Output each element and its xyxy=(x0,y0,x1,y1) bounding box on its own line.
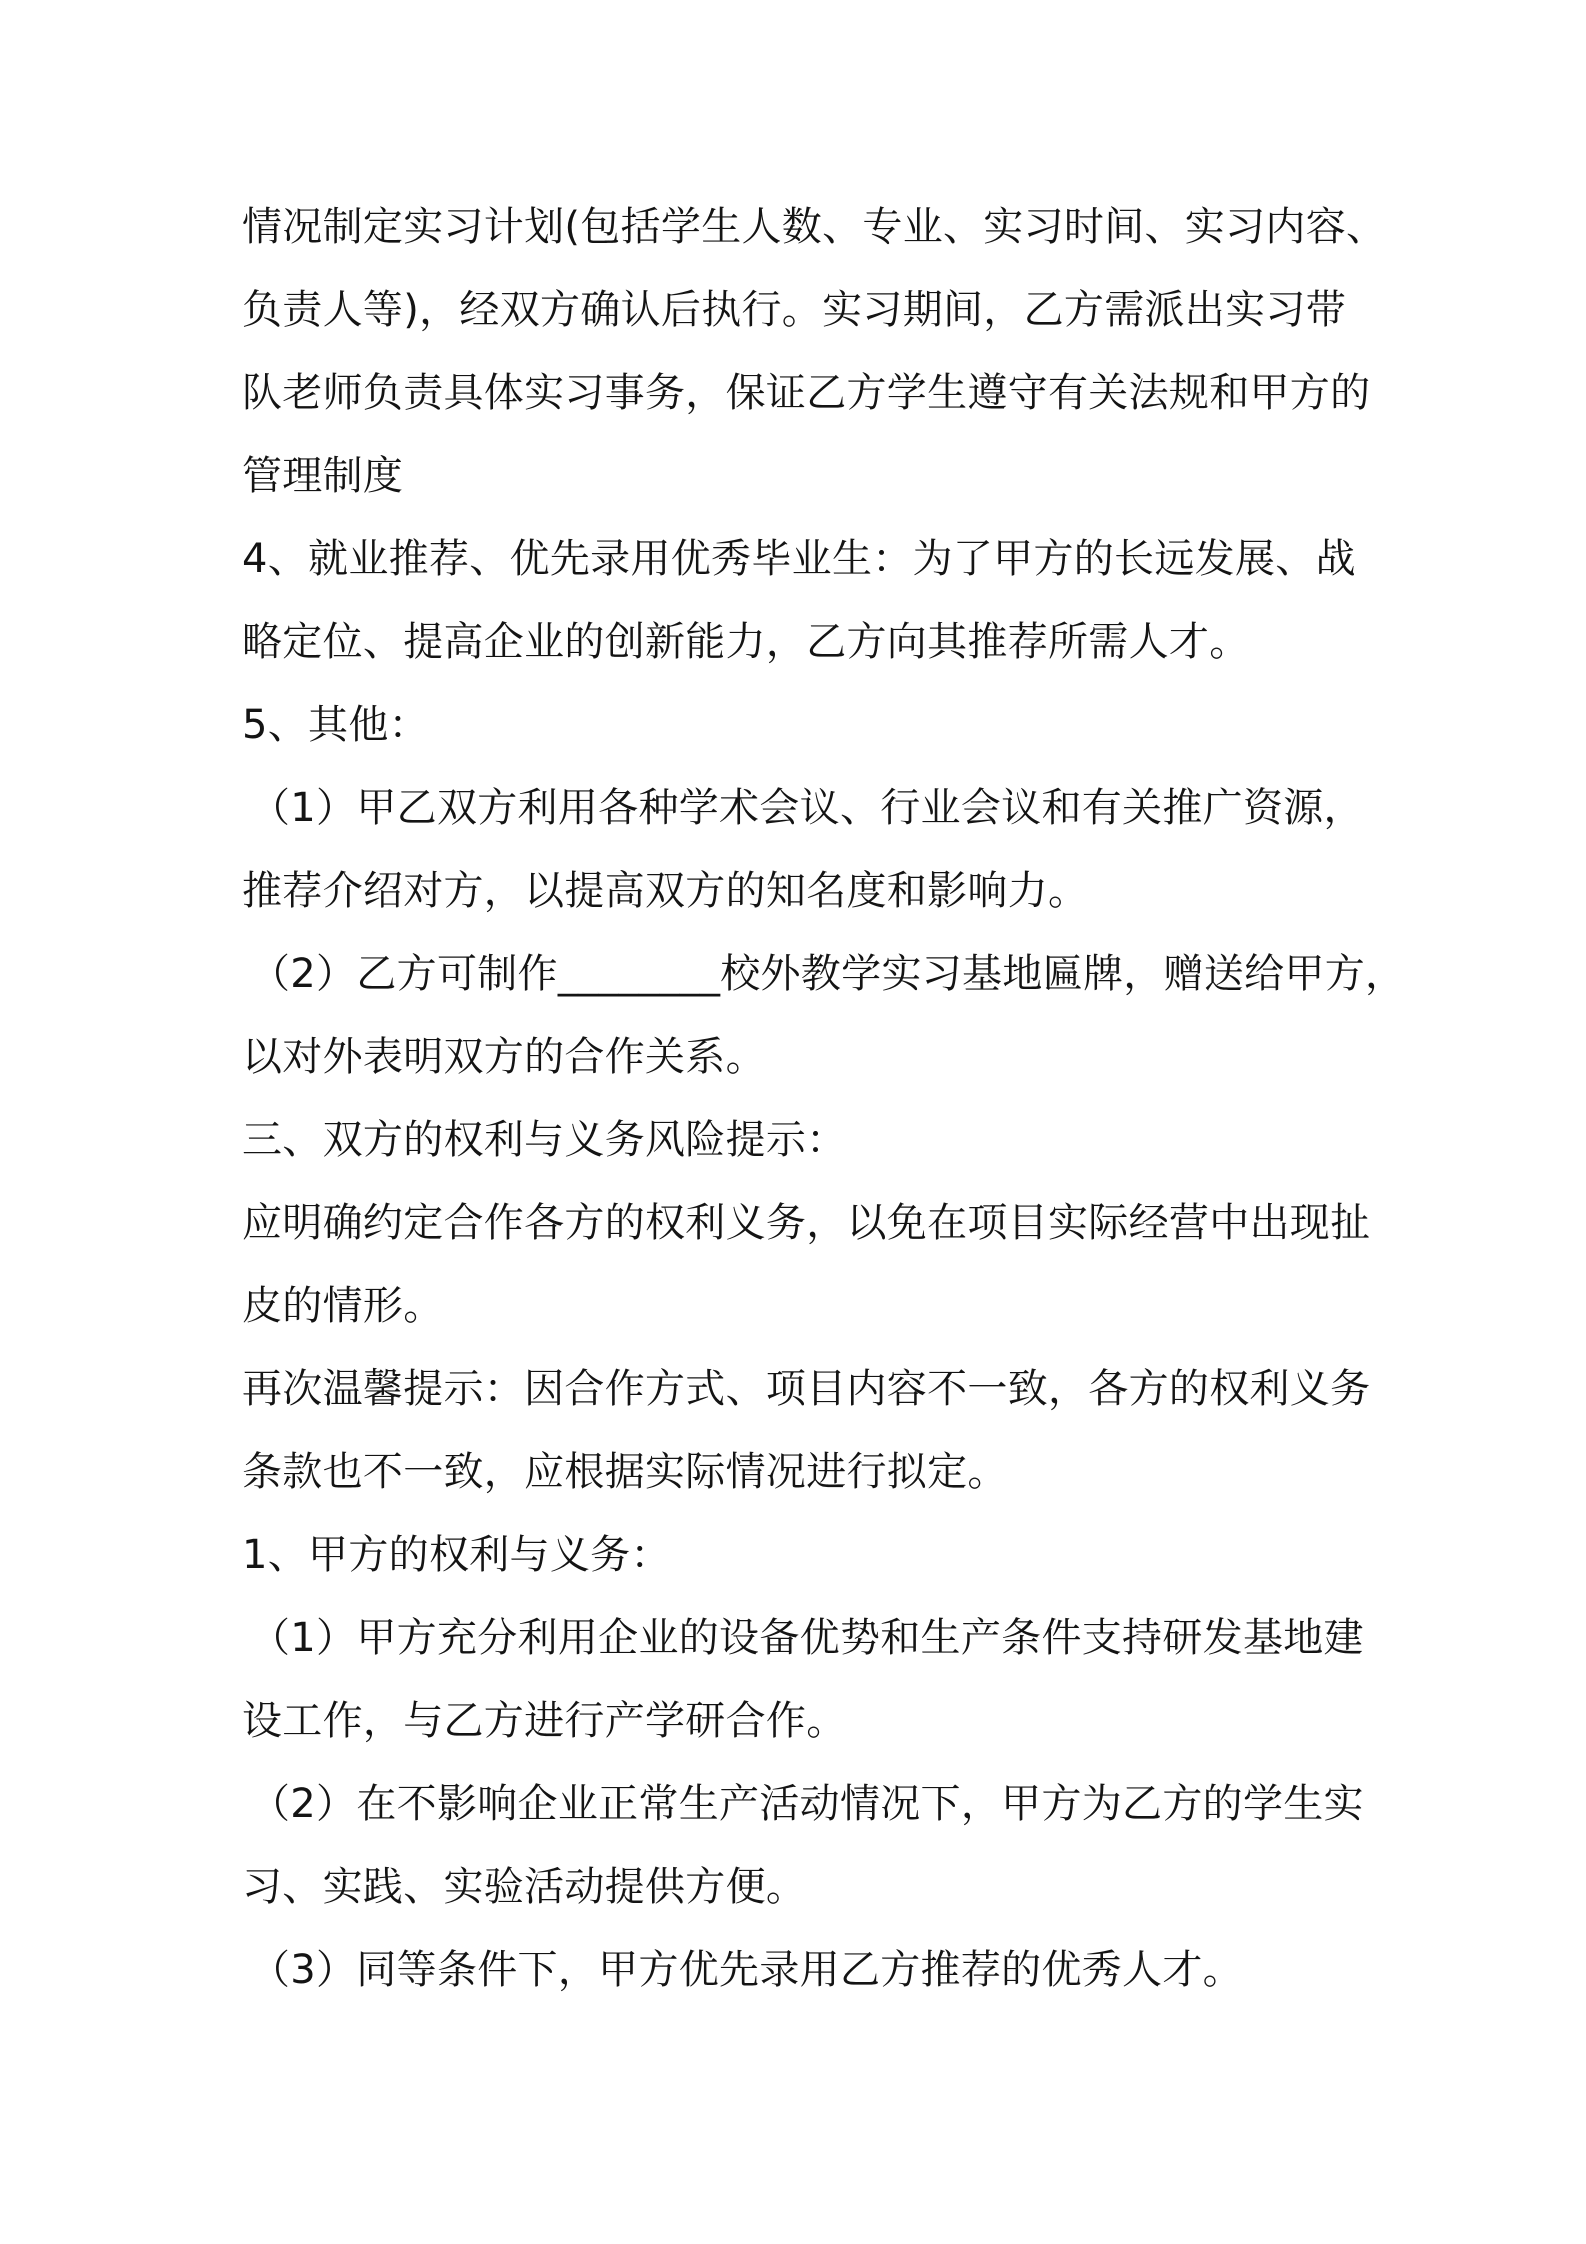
text-line: 略定位、提高企业的创新能力，乙方向其推荐所需人才。 xyxy=(242,619,1250,665)
text-line: 队老师负责具体实习事务，保证乙方学生遵守有关法规和甲方的 xyxy=(242,370,1371,416)
sub-item-1: （1）甲方充分利用企业的设备优势和生产条件支持研发基地建 xyxy=(250,1615,1364,1661)
document-body xyxy=(242,197,1406,2023)
text-line: 负责人等)，经双方确认后执行。实习期间，乙方需派出实习带 xyxy=(242,287,1347,333)
text-line: 管理制度 xyxy=(242,453,404,499)
text-line: 情况制定实习计划(包括学生人数、专业、实习时间、实习内容、 xyxy=(242,204,1387,250)
text-line: 推荐介绍对方，以提高双方的知名度和影响力。 xyxy=(242,868,1089,914)
sub-item-3: （3）同等条件下，甲方优先录用乙方推荐的优秀人才。 xyxy=(250,1947,1243,1993)
sub-item-1: （1）甲乙双方利用各种学术会议、行业会议和有关推广资源， xyxy=(250,785,1364,831)
subsection-heading: 1、甲方的权利与义务： xyxy=(242,1532,671,1578)
sub-item-2: （2）乙方可制作________校外教学实习基地匾牌，赠送给甲方， xyxy=(250,951,1406,997)
text-line: 以对外表明双方的合作关系。 xyxy=(242,1034,766,1080)
text-line: 习、实践、实验活动提供方便。 xyxy=(242,1864,807,1910)
section-item-4: 4、就业推荐、优先录用优秀毕业生：为了甲方的长远发展、战 xyxy=(242,536,1356,582)
section-item-5: 5、其他： xyxy=(242,702,429,748)
sub-item-2: （2）在不影响企业正常生产活动情况下，甲方为乙方的学生实 xyxy=(250,1781,1364,1827)
text-line: 应明确约定合作各方的权利义务，以免在项目实际经营中出现扯 xyxy=(242,1200,1371,1246)
reminder-line: 再次温馨提示：因合作方式、项目内容不一致，各方的权利义务 xyxy=(242,1366,1371,1412)
text-line: 设工作，与乙方进行产学研合作。 xyxy=(242,1698,847,1744)
text-line: 皮的情形。 xyxy=(242,1283,444,1329)
section-heading: 三、双方的权利与义务风险提示： xyxy=(242,1117,847,1163)
text-line: 条款也不一致，应根据实际情况进行拟定。 xyxy=(242,1449,1008,1495)
